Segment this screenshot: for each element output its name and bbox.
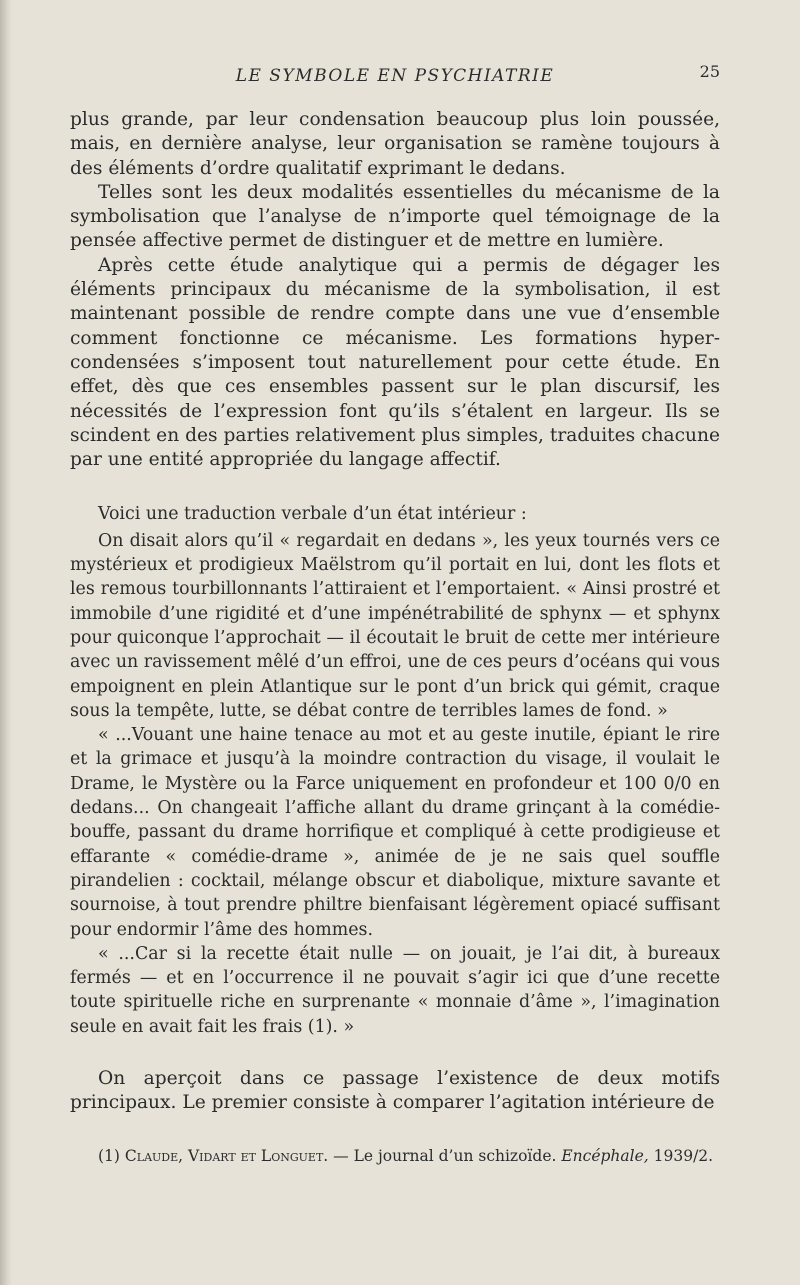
footnote-journal: Encéphale, [561, 1146, 649, 1165]
footnote [70, 1146, 720, 1166]
page-number: 25 [699, 62, 720, 81]
footnote-authors: Claude, Vidart et Longuet. [124, 1146, 329, 1165]
quote-paragraph-drame: « ...Vouant une haine tenace au mot et au geste inutile, épiant le rire et la grimace et jusqu’à la moindre contraction du visage, il voulait le Drame, le Mystère ou la Farce uniquement en profondeur et 100 0/0 en dedans... On changeait l’affiche allant du drame grinçant à la comédie-bouffe, passant du drame horrifique et compliqué à cette prodigieuse et effarante « comédie-drame », animée de je ne sais quel souffle pirandelien : cocktail, mélange obscur et diabolique, mixture savante et sournoise, à tout prendre philtre bienfaisant légèrement opiacé suffisant pour endormir l’âme des hommes. [70, 725, 720, 940]
quote-paragraph-recette: « ...Car si la recette était nulle — on jouait, je l’ai dit, à bureaux fermés — et en l’occurrence il ne pouvait s’agir ici que d’une recette toute spirituelle riche en surprenante « monnaie d’âme », l’imagination seule en avait fait les frais (1). » [70, 943, 720, 1037]
footnote-marker: (1) [98, 1146, 120, 1165]
quote-intro: Voici une traduction verbale d’un état intérieur : [98, 504, 527, 525]
footnote-text: — Le journal d’un schizoïde. [328, 1146, 562, 1165]
quote-paragraph-maelstrom: On disait alors qu’il « regardait en dedans », les yeux tournés vers ce mystérieux et prodigieux Maëlstrom qu’il portait en lui, dont les flots et les remous tourbillonnants l’attiraient et l’emportaient. « Ainsi prostré et immobile d’une rigidité et d’une impénétrabilité de sphynx — et sphynx pour quiconque l’approchait — il écoutait le bruit de cette mer intérieure avec un ravissement mêlé d’un effroi, une de ces peurs d’océans qui vous empoignent en plein Atlantique sur le pont d’un brick qui gémit, craque sous la tempête, lutte, se débat contre de terribles lames de fond. » [70, 530, 720, 721]
paragraph-continuation: plus grande, par leur condensation beaucoup plus loin poussée, mais, en dernière analyse, leur organisation se ramène toujours à des éléments d’ordre qualitatif exprimant le dedans. [70, 109, 720, 179]
body-text [70, 108, 720, 472]
paragraph-modalites: Telles sont les deux modalités essentielles du mécanisme de la symbolisation que l’analyse de n’importe quel témoignage de la pensée affective permet de distinguer et de mettre en lumière. [70, 181, 720, 252]
footnote-ref: 1939/2. [648, 1146, 714, 1165]
running-title: LE SYMBOLE EN PSYCHIATRIE [235, 66, 555, 86]
book-page [70, 58, 720, 1238]
quote-block [70, 502, 720, 1039]
running-head [70, 58, 720, 94]
after-quote [70, 1067, 720, 1116]
paragraph-deux-motifs: On aperçoit dans ce passage l’existence de deux motifs principaux. Le premier consiste à comparer l’agitation intérieure de [70, 1067, 720, 1114]
paragraph-etude-analytique: Après cette étude analytique qui a permis de dégager les éléments principaux du mécanisme de la symbolisation, il est maintenant possible de rendre compte dans une vue d’ensemble comment fonctionne ce mécanisme. Les formations hyper-condensées s’imposent tout naturellement pour cette étude. En effet, dès que ces ensembles passent sur le plan discursif, les nécessités de l’expression font qu’ils s’étalent en largeur. Ils se scindent en des parties relativement plus simples, traduites chacune par une entité appropriée du langage affectif. [70, 254, 720, 471]
page-edge-shadow [0, 0, 12, 1285]
